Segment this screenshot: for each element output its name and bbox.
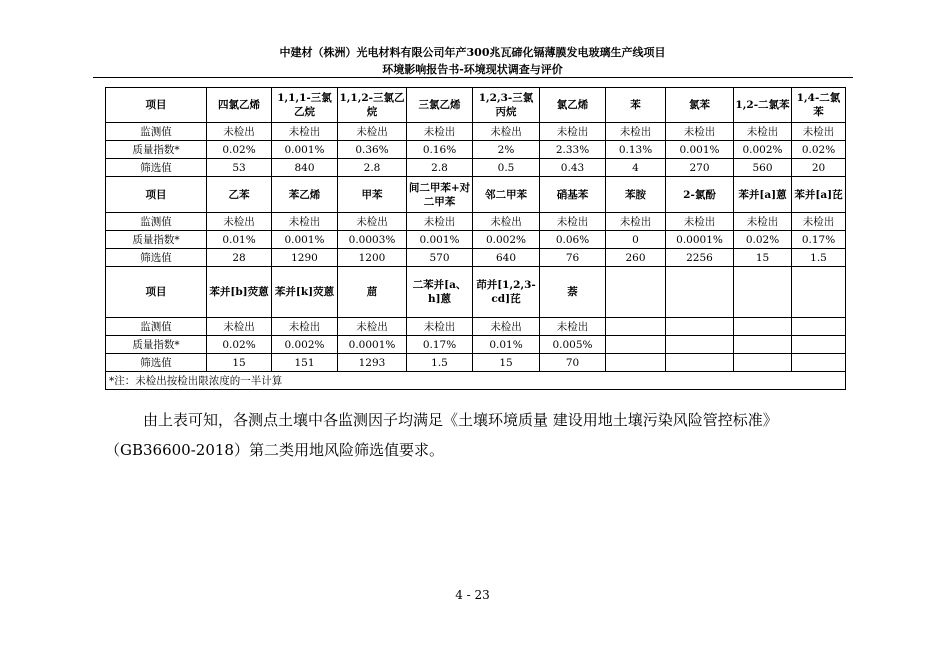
table-note: *注：未检出按检出限浓度的一半计算 (106, 372, 846, 390)
value-cell: 0.0001% (666, 231, 734, 249)
value-cell: 未检出 (207, 213, 272, 231)
row-label-cell: 筛选值 (106, 249, 207, 267)
header-cell-pollutant: 茚并[1,2,3-cd]芘 (473, 267, 540, 318)
table-row (106, 249, 846, 267)
row-label-cell: 筛选值 (106, 354, 207, 372)
value-cell (792, 336, 846, 354)
row-label-cell: 质量指数* (106, 141, 207, 159)
value-cell: 0.16% (407, 141, 473, 159)
value-cell (666, 354, 734, 372)
table-row (106, 213, 846, 231)
value-cell: 未检出 (792, 123, 846, 141)
value-cell: 76 (540, 249, 606, 267)
value-cell: 570 (407, 249, 473, 267)
value-cell: 15 (473, 354, 540, 372)
value-cell: 2.8 (407, 159, 473, 177)
table-header-row (106, 88, 846, 123)
header-cell-pollutant: 萘 (540, 267, 606, 318)
header-cell-pollutant (666, 267, 734, 318)
header-cell-pollutant: 苯并[k]荧蒽 (272, 267, 338, 318)
table-row (106, 141, 846, 159)
value-cell: 未检出 (272, 318, 338, 336)
table-row (106, 336, 846, 354)
header-cell-pollutant: 四氯乙烯 (207, 88, 272, 123)
value-cell (606, 318, 666, 336)
document-header-subtitle: 环境影响报告书-环境现状调查与评价 (382, 63, 563, 76)
value-cell: 1200 (338, 249, 407, 267)
value-cell: 0.06% (540, 231, 606, 249)
header-cell-pollutant: 䓛 (338, 267, 407, 318)
value-cell: 1.5 (407, 354, 473, 372)
table-row (106, 354, 846, 372)
header-cell-pollutant: 苯并[b]荧蒽 (207, 267, 272, 318)
conclusion-paragraph-line2: （GB36600-2018）第二类用地风险筛选值要求。 (105, 441, 444, 459)
header-cell-pollutant: 苯并[a]芘 (792, 177, 846, 213)
header-cell-label: 项目 (106, 88, 207, 123)
value-cell: 0.0003% (338, 231, 407, 249)
value-cell: 0.002% (734, 141, 792, 159)
table-note-row (106, 372, 846, 390)
value-cell: 1290 (272, 249, 338, 267)
value-cell: 840 (272, 159, 338, 177)
value-cell: 15 (207, 354, 272, 372)
value-cell: 0.001% (407, 231, 473, 249)
value-cell: 未检出 (407, 123, 473, 141)
value-cell: 2.33% (540, 141, 606, 159)
header-cell-pollutant: 1,4-二氯苯 (792, 88, 846, 123)
value-cell: 53 (207, 159, 272, 177)
value-cell: 260 (606, 249, 666, 267)
value-cell: 未检出 (792, 213, 846, 231)
value-cell: 0.02% (734, 231, 792, 249)
value-cell: 未检出 (734, 213, 792, 231)
header-divider (93, 77, 853, 78)
value-cell: 2256 (666, 249, 734, 267)
value-cell: 未检出 (272, 213, 338, 231)
value-cell: 1293 (338, 354, 407, 372)
header-cell-pollutant: 1,1,2-三氯乙烷 (338, 88, 407, 123)
row-label-cell: 质量指数* (106, 231, 207, 249)
value-cell: 20 (792, 159, 846, 177)
value-cell: 未检出 (606, 213, 666, 231)
header-cell-pollutant: 氯苯 (666, 88, 734, 123)
value-cell (606, 354, 666, 372)
value-cell: 未检出 (473, 213, 540, 231)
value-cell: 28 (207, 249, 272, 267)
value-cell: 15 (734, 249, 792, 267)
header-cell-pollutant (792, 267, 846, 318)
value-cell: 560 (734, 159, 792, 177)
value-cell: 0.36% (338, 141, 407, 159)
page-number: 4 - 23 (455, 588, 490, 602)
value-cell: 0.01% (473, 336, 540, 354)
value-cell (734, 336, 792, 354)
row-label-cell: 筛选值 (106, 159, 207, 177)
value-cell: 0.5 (473, 159, 540, 177)
header-cell-pollutant: 1,2,3-三氯丙烷 (473, 88, 540, 123)
document-header-title: 中建材（株洲）光电材料有限公司年产300兆瓦碲化镉薄膜发电玻璃生产线项目 (279, 46, 666, 59)
value-cell: 未检出 (473, 318, 540, 336)
value-cell: 0.001% (272, 141, 338, 159)
row-label-cell: 监测值 (106, 213, 207, 231)
value-cell: 2% (473, 141, 540, 159)
value-cell: 未检出 (207, 318, 272, 336)
table-row (106, 123, 846, 141)
value-cell: 0.002% (272, 336, 338, 354)
table-row (106, 231, 846, 249)
value-cell: 0.001% (272, 231, 338, 249)
value-cell: 0.43 (540, 159, 606, 177)
value-cell: 未检出 (272, 123, 338, 141)
header-cell-pollutant: 甲苯 (338, 177, 407, 213)
value-cell: 0.02% (792, 141, 846, 159)
value-cell: 未检出 (338, 123, 407, 141)
value-cell: 0.001% (666, 141, 734, 159)
value-cell: 未检出 (338, 318, 407, 336)
value-cell: 0.17% (792, 231, 846, 249)
row-label-cell: 监测值 (106, 123, 207, 141)
row-label-cell: 质量指数* (106, 336, 207, 354)
header-cell-pollutant: 2-氯酚 (666, 177, 734, 213)
header-cell-pollutant: 1,2-二氯苯 (734, 88, 792, 123)
value-cell (606, 336, 666, 354)
header-cell-pollutant: 硝基苯 (540, 177, 606, 213)
value-cell: 未检出 (666, 213, 734, 231)
conclusion-paragraph-line1: 由上表可知，各测点土壤中各监测因子均满足《土壤环境质量 建设用地土壤污染风险管控标准》 (143, 411, 778, 429)
header-cell-pollutant (734, 267, 792, 318)
header-cell-pollutant: 乙苯 (207, 177, 272, 213)
value-cell: 270 (666, 159, 734, 177)
table-row (106, 159, 846, 177)
value-cell: 0.17% (407, 336, 473, 354)
header-cell-pollutant: 1,1,1-三氯乙烷 (272, 88, 338, 123)
value-cell (734, 354, 792, 372)
value-cell: 0.005% (540, 336, 606, 354)
table-header-row (106, 177, 846, 213)
value-cell: 未检出 (540, 123, 606, 141)
header-cell-pollutant: 邻二甲苯 (473, 177, 540, 213)
value-cell: 70 (540, 354, 606, 372)
header-cell-pollutant (606, 267, 666, 318)
value-cell (666, 336, 734, 354)
value-cell: 0.02% (207, 336, 272, 354)
table-row (106, 318, 846, 336)
value-cell: 2.8 (338, 159, 407, 177)
header-cell-pollutant: 二苯并[a、h]蒽 (407, 267, 473, 318)
value-cell: 0.0001% (338, 336, 407, 354)
header-cell-pollutant: 间二甲苯+对二甲苯 (407, 177, 473, 213)
value-cell: 1.5 (792, 249, 846, 267)
value-cell: 0.002% (473, 231, 540, 249)
value-cell: 未检出 (407, 318, 473, 336)
header-cell-label: 项目 (106, 177, 207, 213)
value-cell: 未检出 (473, 123, 540, 141)
header-cell-pollutant: 苯胺 (606, 177, 666, 213)
value-cell (666, 318, 734, 336)
value-cell: 4 (606, 159, 666, 177)
value-cell (792, 318, 846, 336)
value-cell (792, 354, 846, 372)
header-cell-pollutant: 三氯乙烯 (407, 88, 473, 123)
value-cell: 640 (473, 249, 540, 267)
value-cell: 未检出 (207, 123, 272, 141)
value-cell: 未检出 (338, 213, 407, 231)
value-cell: 0.02% (207, 141, 272, 159)
value-cell: 未检出 (734, 123, 792, 141)
value-cell: 0.13% (606, 141, 666, 159)
value-cell: 未检出 (540, 318, 606, 336)
value-cell: 未检出 (606, 123, 666, 141)
table-header-row (106, 267, 846, 318)
value-cell: 0.01% (207, 231, 272, 249)
header-cell-pollutant: 苯乙烯 (272, 177, 338, 213)
value-cell: 151 (272, 354, 338, 372)
header-cell-pollutant: 氯乙烯 (540, 88, 606, 123)
value-cell: 未检出 (407, 213, 473, 231)
header-cell-pollutant: 苯 (606, 88, 666, 123)
value-cell (734, 318, 792, 336)
value-cell: 0 (606, 231, 666, 249)
value-cell: 未检出 (540, 213, 606, 231)
monitoring-results-table (105, 87, 846, 390)
row-label-cell: 监测值 (106, 318, 207, 336)
header-cell-label: 项目 (106, 267, 207, 318)
value-cell: 未检出 (666, 123, 734, 141)
header-cell-pollutant: 苯并[a]蒽 (734, 177, 792, 213)
